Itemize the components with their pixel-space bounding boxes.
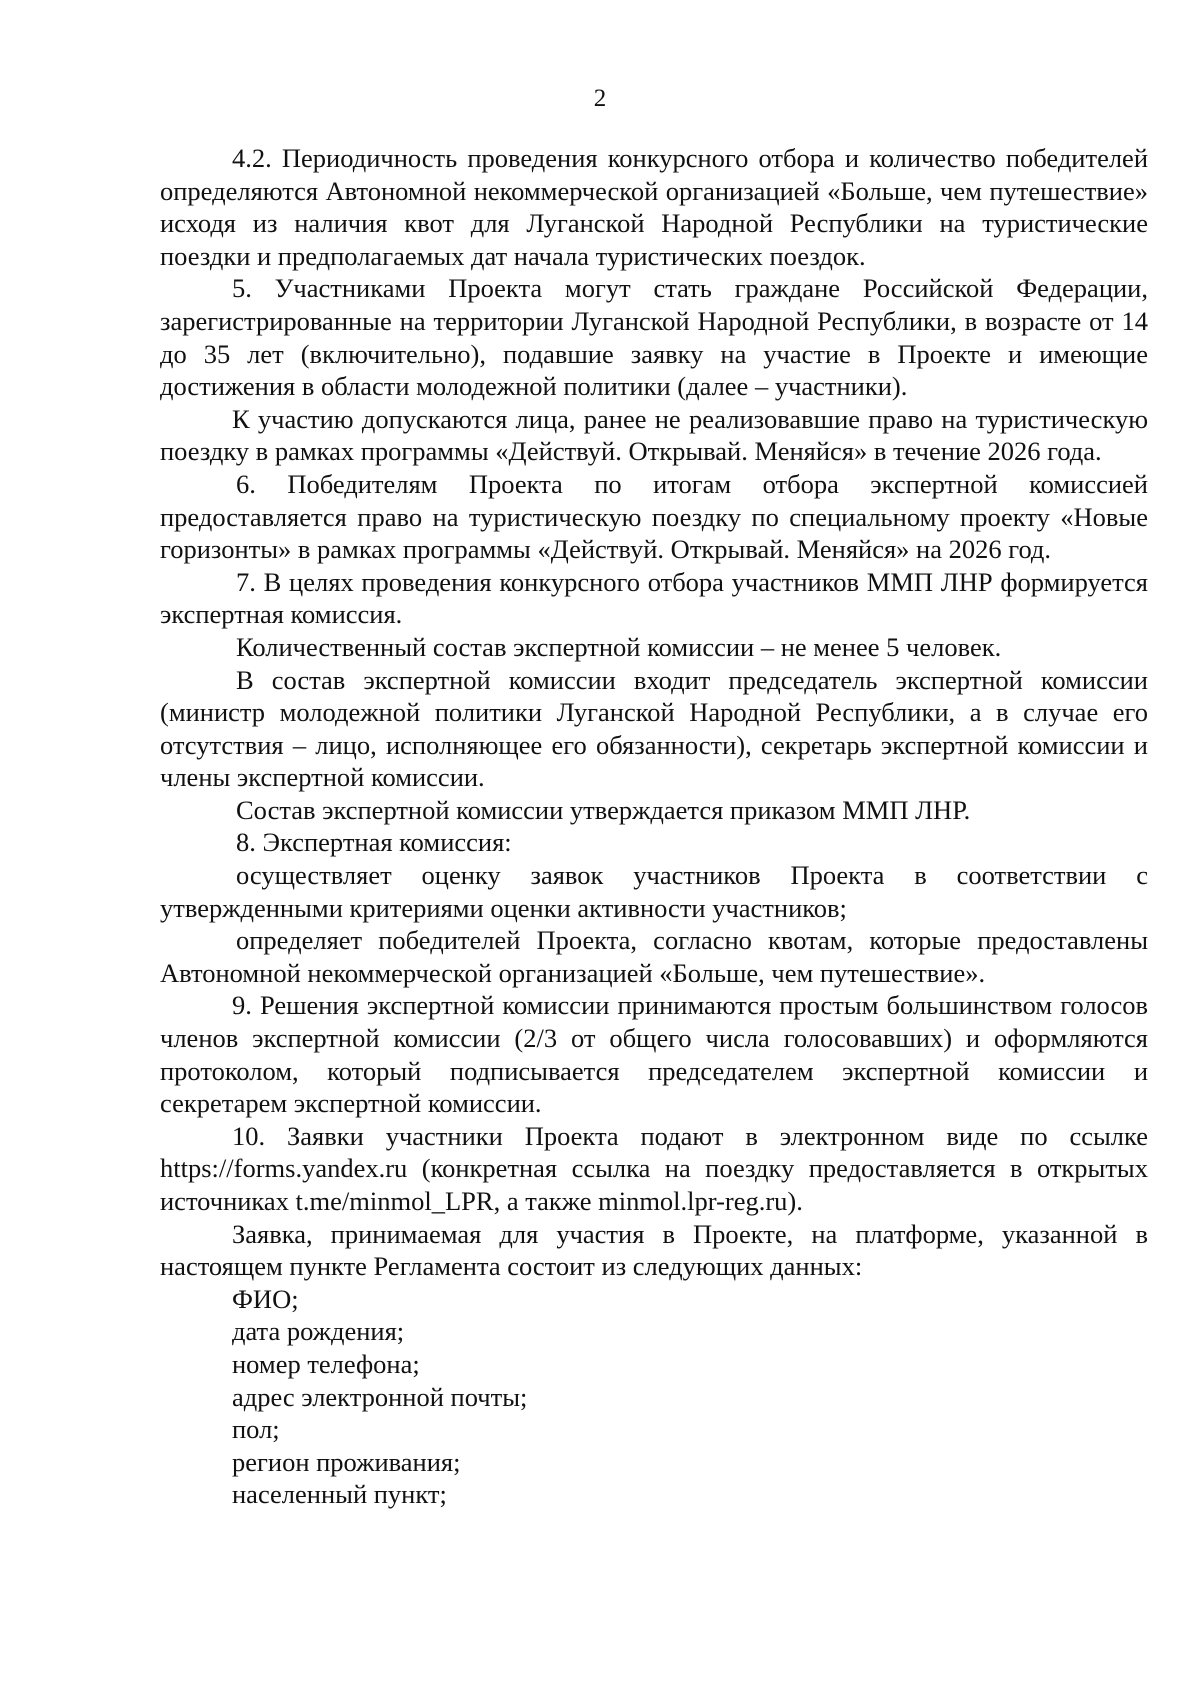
paragraph-4-2: 4.2. Периодичность проведения конкурсного отбора и количество победителей определяются Автономной некоммерческой организацией «Больше, чем путешествие» исходя из наличия квот для Луганской Народной Республики на туристические поездки и предполагаемых дат начала туристических поездок. <box>160 143 1148 271</box>
paragraph-10: 10. Заявки участники Проекта подают в электронном виде по ссылке https://forms.yandex.ru (конкретная ссылка на поездку предоставляется в открытых источниках t.me/minmol_LPR, а также minmol.lpr-reg.ru). <box>160 1120 1148 1216</box>
list-item: номер телефона; <box>232 1348 420 1379</box>
paragraph-7-composition: В состав экспертной комиссии входит председатель экспертной комиссии (министр молодежной политики Луганской Народной Республики, а в случае его отсутствия – лицо, исполняющее его обязанности), секретарь экспертной комиссии и члены экспертной комиссии. <box>160 664 1148 793</box>
application-fields-list <box>160 1283 1148 1511</box>
paragraph-8: 8. Экспертная комиссия: <box>236 827 512 858</box>
paragraph-6: 6. Победителям Проекта по итогам отбора экспертной комиссией предоставляется право на туристическую поездку по специальному проекту «Новые горизонты» в рамках программы «Действуй. Открывай. Меняйся» на 2026 год. <box>160 468 1148 565</box>
list-item: дата рождения; <box>232 1316 405 1347</box>
paragraph-7: 7. В целях проведения конкурсного отбора участников ММП ЛНР формируется экспертная комиссия. <box>160 566 1148 630</box>
paragraph-8-winners: определяет победителей Проекта, согласно квотам, которые предоставлены Автономной некоммерческой организацией «Больше, чем путешествие». <box>160 925 1148 988</box>
paragraph-10-application: Заявка, принимаемая для участия в Проекте, на платформе, указанной в настоящем пункте Регламента состоит из следующих данных: <box>160 1218 1148 1282</box>
document-body <box>160 142 1148 1511</box>
list-item: адрес электронной почты; <box>232 1381 528 1412</box>
page-number: 2 <box>593 85 607 112</box>
list-item: населенный пункт; <box>232 1479 447 1510</box>
paragraph-7-approval: Состав экспертной комиссии утверждается приказом ММП ЛНР. <box>236 794 971 825</box>
paragraph-5-admission: К участию допускаются лица, ранее не реализовавшие право на туристическую поездку в рамках программы «Действуй. Открывай. Меняйся» в течение 2026 года. <box>160 403 1148 467</box>
list-item: регион проживания; <box>232 1446 461 1477</box>
paragraph-7-size: Количественный состав экспертной комиссии – не менее 5 человек. <box>236 631 1002 662</box>
paragraph-5: 5. Участниками Проекта могут стать граждане Российской Федерации, зарегистрированные на территории Луганской Народной Республики, в возрасте от 14 до 35 лет (включительно), подавшие заявку на участие в Проекте и имеющие достижения в области молодежной политики (далее – участники). <box>160 273 1148 402</box>
paragraph-9: 9. Решения экспертной комиссии принимаются простым большинством голосов членов экспертной комиссии (2/3 от общего числа голосовавших) и оформляются протоколом, который подписывается председателем экспертной комиссии и секретарем экспертной комиссии. <box>160 990 1148 1119</box>
paragraph-8-evaluation: осуществляет оценку заявок участников Проекта в соответствии с утвержденными критериями оценки активности участников; <box>160 860 1148 923</box>
list-item: ФИО; <box>232 1283 299 1314</box>
list-item: пол; <box>232 1414 280 1445</box>
